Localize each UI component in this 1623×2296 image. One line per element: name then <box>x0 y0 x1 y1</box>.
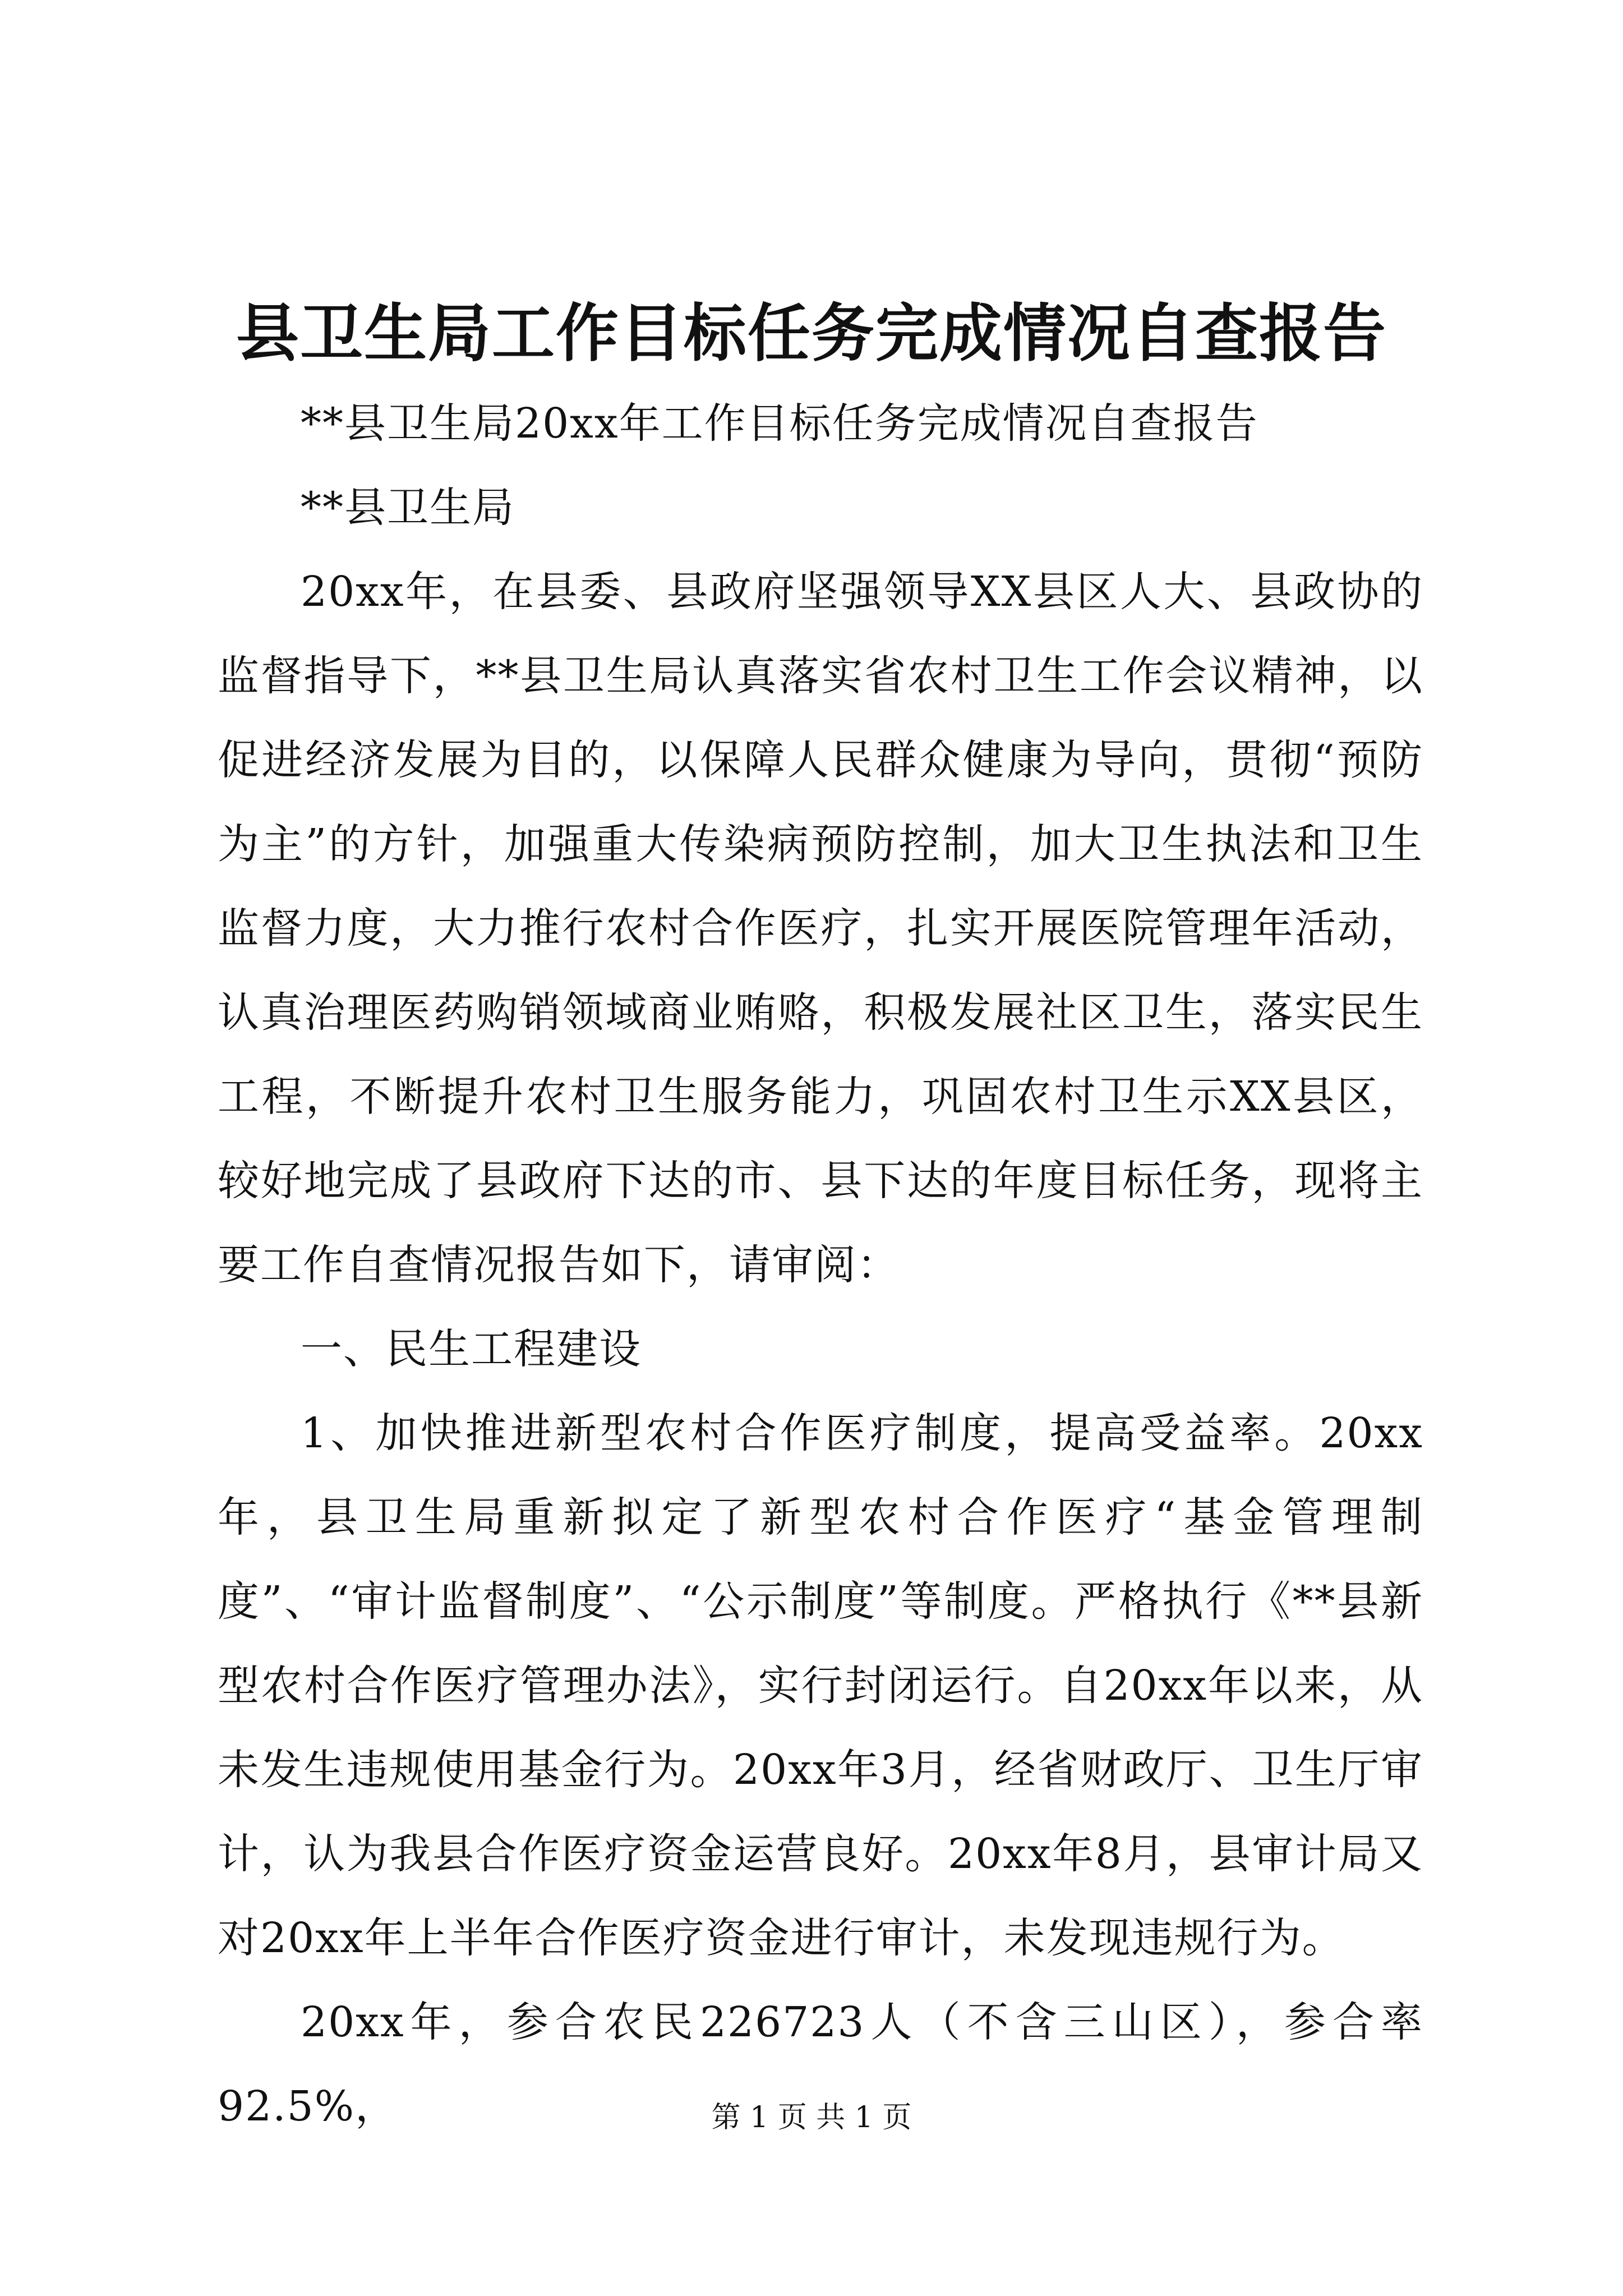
statistics-paragraph: 20xx年，参合农民226723人（不含三山区），参合率92.5%， <box>218 1998 1423 2131</box>
document-body <box>218 381 1423 2148</box>
section-paragraph: 1、加快推进新型农村合作医疗制度，提高受益率。20xx年，县卫生局重新拟定了新型农村合作医疗“基金管理制度”、“审计监督制度”、“公示制度”等制度。严格执行《**县新型农村合作医疗管理办法》，实行封闭运行。自20xx年以来，从未发生违规使用基金行为。20xx年3月，经省财政厅、卫生厅审计，认为我县合作医疗资金运营良好。20xx年8月，县审计局又对20xx年上半年合作医疗资金进行审计，未发现违规行为。 <box>218 1409 1423 1962</box>
issuer-paragraph: **县卫生局 <box>301 484 515 532</box>
subtitle-paragraph: **县卫生局20xx年工作目标任务完成情况自查报告 <box>301 399 1258 448</box>
intro-paragraph: 20xx年，在县委、县政府坚强领导XX县区人大、县政协的监督指导下，**县卫生局认真落实省农村卫生工作会议精神，以促进经济发展为目的，以保障人民群众健康为导向，贯彻“预防为主”的方针，加强重大传染病预防控制，加大卫生执法和卫生监督力度，大力推行农村合作医疗，扎实开展医院管理年活动，认真治理医药购销领域商业贿赂，积极发展社区卫生，落实民生工程，不断提升农村卫生服务能力，巩固农村卫生示XX县区，较好地完成了县政府下达的市、县下达的年度目标任务，现将主要工作自查情况报告如下，请审阅： <box>218 568 1423 1289</box>
document-title: 县卫生局工作目标任务完成情况自查报告 <box>236 297 1387 370</box>
page-number: 第 1 页 共 1 页 <box>711 2101 912 2134</box>
section-heading: 一、民生工程建设 <box>301 1325 642 1373</box>
